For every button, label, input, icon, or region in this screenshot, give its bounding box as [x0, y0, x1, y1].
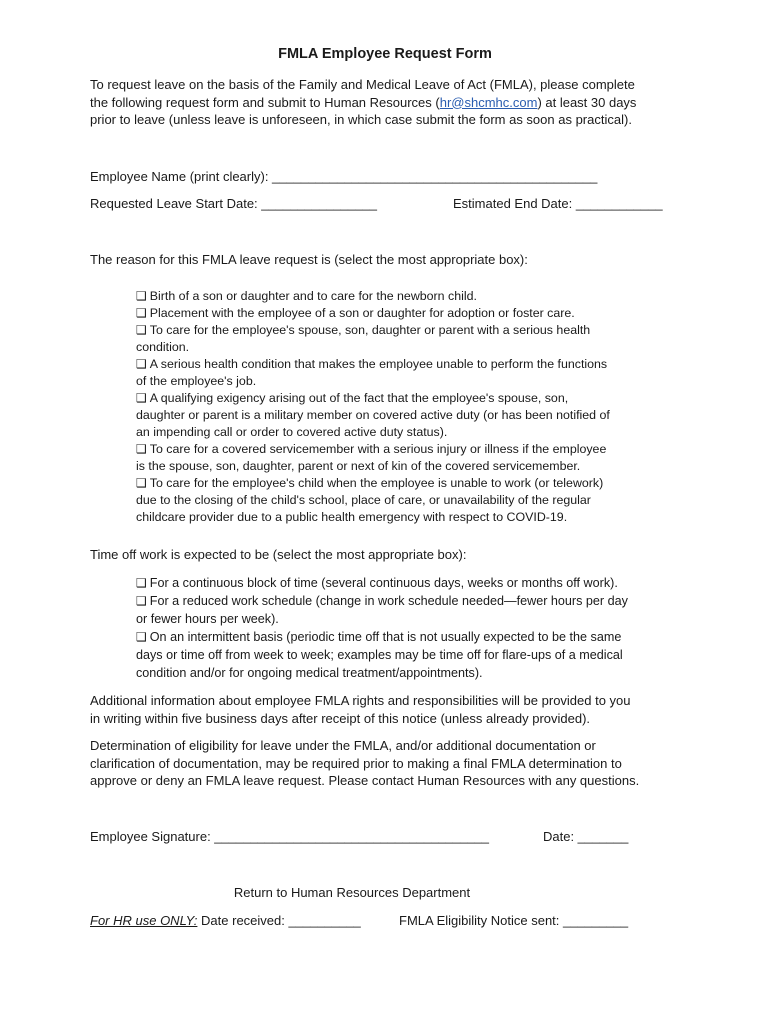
checkbox-icon[interactable]: ❑ [136, 391, 147, 405]
employee-name-field[interactable]: Employee Name (print clearly): _____________________________________________ [90, 169, 598, 184]
checkbox-icon[interactable]: ❑ [136, 476, 147, 490]
hr-use-row [90, 913, 361, 928]
timeoff-heading: Time off work is expected to be (select the most appropriate box): [90, 547, 467, 562]
reason-option-placement[interactable]: ❑ Placement with the employee of a son or daughter for adoption or foster care. [136, 306, 575, 320]
checkbox-icon[interactable]: ❑ [136, 323, 147, 337]
intro-paragraph [90, 76, 690, 129]
checkbox-icon[interactable]: ❑ [136, 630, 147, 644]
eligibility-notice-field[interactable]: FMLA Eligibility Notice sent: _________ [399, 913, 629, 928]
timeoff-option-intermittent[interactable]: ❑ On an intermittent basis (periodic time off that is not usually expected to be the same days or time off from week to week; examples may be time off for flare-ups of a medical condition and/or for ongoing medical treatment/appointments). [136, 630, 623, 680]
employee-signature-field[interactable]: Employee Signature: ______________________________________ [90, 829, 490, 844]
hr-email-link[interactable]: hr@shcmhc.com [439, 94, 538, 110]
reason-option-exigency[interactable]: ❑ A qualifying exigency arising out of the fact that the employee's spouse, son, daughter or parent is a military member on covered active duty (or has been notified of an impending call or order to covered active duty status). [136, 391, 610, 439]
timeoff-option-continuous[interactable]: ❑ For a continuous block of time (several continuous days, weeks or months off work). [136, 576, 618, 590]
leave-start-date-field[interactable]: Requested Leave Start Date: ________________ [90, 196, 377, 211]
hr-use-label: For HR use ONLY: [90, 913, 198, 928]
intro-line-2: the following request form and submit to Human Resources (hr@shcmhc.com) at least 30 days [90, 94, 637, 110]
signature-date-field[interactable]: Date: _______ [543, 829, 629, 844]
checkbox-icon[interactable]: ❑ [136, 289, 147, 303]
return-note: Return to Human Resources Department [233, 885, 471, 900]
checkbox-icon[interactable]: ❑ [136, 442, 147, 456]
additional-info-paragraph: Additional information about employee FMLA rights and responsibilities will be provided to you in writing within five business days after receipt of this notice (unless already provided). [90, 693, 631, 726]
intro-line-1: To request leave on the basis of the Family and Medical Leave of Act (FMLA), please complete [90, 77, 635, 92]
reason-option-birth[interactable]: ❑ Birth of a son or daughter and to care for the newborn child. [136, 289, 477, 303]
reason-heading: The reason for this FMLA leave request is (select the most appropriate box): [90, 252, 528, 267]
checkbox-icon[interactable]: ❑ [136, 306, 147, 320]
reason-option-own-health[interactable]: ❑ A serious health condition that makes the employee unable to perform the functions of the employee's job. [136, 357, 608, 388]
leave-end-date-field[interactable]: Estimated End Date: ____________ [453, 196, 663, 211]
reason-option-servicemember[interactable]: ❑ To care for a covered servicemember with a serious injury or illness if the employee is the spouse, son, daughter, parent or next of kin of the covered servicemember. [136, 442, 607, 473]
date-received-field[interactable]: Date received: __________ [201, 913, 361, 928]
intro-line-3: prior to leave (unless leave is unforeseen, in which case submit the form as soon as practical). [90, 112, 632, 127]
page-title: FMLA Employee Request Form [278, 46, 492, 62]
checkbox-icon[interactable]: ❑ [136, 576, 147, 590]
timeoff-options-list [136, 574, 696, 682]
reason-option-covid-childcare[interactable]: ❑ To care for the employee's child when the employee is unable to work (or telework) due to the closing of the child's school, place of care, or unavailability of the regular childcare provider due to a public health emergency with respect to COVID-19. [136, 476, 604, 524]
reason-option-family-care[interactable]: ❑ To care for the employee's spouse, son, daughter or parent with a serious health condition. [136, 323, 591, 354]
checkbox-icon[interactable]: ❑ [136, 357, 147, 371]
reason-options-list [136, 288, 696, 526]
timeoff-option-reduced[interactable]: ❑ For a reduced work schedule (change in work schedule needed—fewer hours per day or fewer hours per week). [136, 594, 628, 626]
checkbox-icon[interactable]: ❑ [136, 594, 147, 608]
determination-paragraph: Determination of eligibility for leave under the FMLA, and/or additional documentation or clarification of documentation, may be required prior to making a final FMLA determination to approve or deny an FMLA leave request. Please contact Human Resources with any questions. [90, 738, 640, 788]
